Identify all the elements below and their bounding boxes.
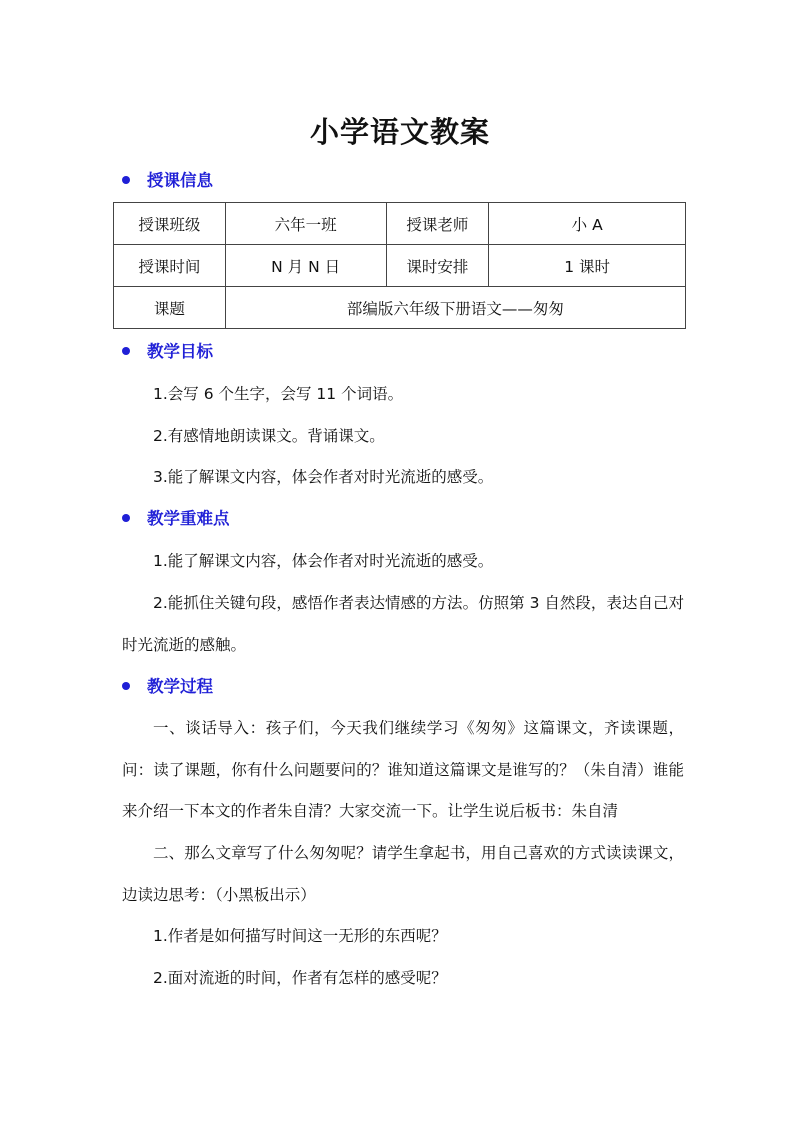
- objective-item: 1.会写 6 个生字，会写 11 个词语。: [153, 385, 404, 403]
- table-cell-label: 授课班级: [114, 203, 226, 245]
- bullet-icon: [122, 176, 130, 184]
- section-heading-label: 授课信息: [147, 171, 213, 190]
- table-cell-value: N 月 N 日: [225, 245, 386, 287]
- table-cell-value: 部编版六年级下册语文——匆匆: [225, 287, 685, 329]
- table-cell-label: 课时安排: [386, 245, 489, 287]
- table-cell-label: 授课老师: [386, 203, 489, 245]
- table-row: [114, 287, 686, 329]
- table-row: [114, 203, 686, 245]
- table-row: [114, 245, 686, 287]
- page-title: 小学语文教案: [309, 115, 490, 149]
- section-heading-objectives: [122, 339, 213, 365]
- key-point-item: 2.能抓住关键句段，感悟作者表达情感的方法。仿照第 3 自然段，表达自己对时光流逝的感触。: [122, 594, 684, 654]
- table-cell-value: 小 A: [489, 203, 686, 245]
- table-cell-value: 六年一班: [225, 203, 386, 245]
- section-heading-process: [122, 674, 213, 700]
- section-heading-info: [122, 168, 213, 194]
- section-heading-label: 教学过程: [147, 677, 213, 696]
- bullet-icon: [122, 514, 130, 522]
- objective-item: 3.能了解课文内容，体会作者对时光流逝的感受。: [153, 468, 494, 486]
- info-table: [113, 202, 686, 329]
- process-question: 1.作者是如何描写时间这一无形的东西呢？: [153, 927, 447, 945]
- table-cell-value: 1 课时: [489, 245, 686, 287]
- section-heading-label: 教学目标: [147, 342, 213, 361]
- section-heading-label: 教学重难点: [147, 509, 230, 528]
- bullet-icon: [122, 347, 130, 355]
- section-heading-key-points: [122, 506, 230, 532]
- bullet-icon: [122, 682, 130, 690]
- process-paragraph: 二、那么文章写了什么匆匆呢？请学生拿起书，用自己喜欢的方式读读课文，边读边思考：（小黑板出示）: [122, 844, 684, 904]
- table-cell-label: 课题: [114, 287, 226, 329]
- table-cell-label: 授课时间: [114, 245, 226, 287]
- process-question: 2.面对流逝的时间，作者有怎样的感受呢？: [153, 969, 447, 987]
- process-paragraph: 一、谈话导入：孩子们，今天我们继续学习《匆匆》这篇课文，齐读课题，问：读了课题，你有什么问题要问的？谁知道这篇课文是谁写的？（朱自清）谁能来介绍一下本文的作者朱自清？大家交流一下。让学生说后板书：朱自清: [122, 719, 684, 820]
- key-point-item: 1.能了解课文内容，体会作者对时光流逝的感受。: [153, 552, 494, 570]
- objective-item: 2.有感情地朗读课文。背诵课文。: [153, 427, 385, 445]
